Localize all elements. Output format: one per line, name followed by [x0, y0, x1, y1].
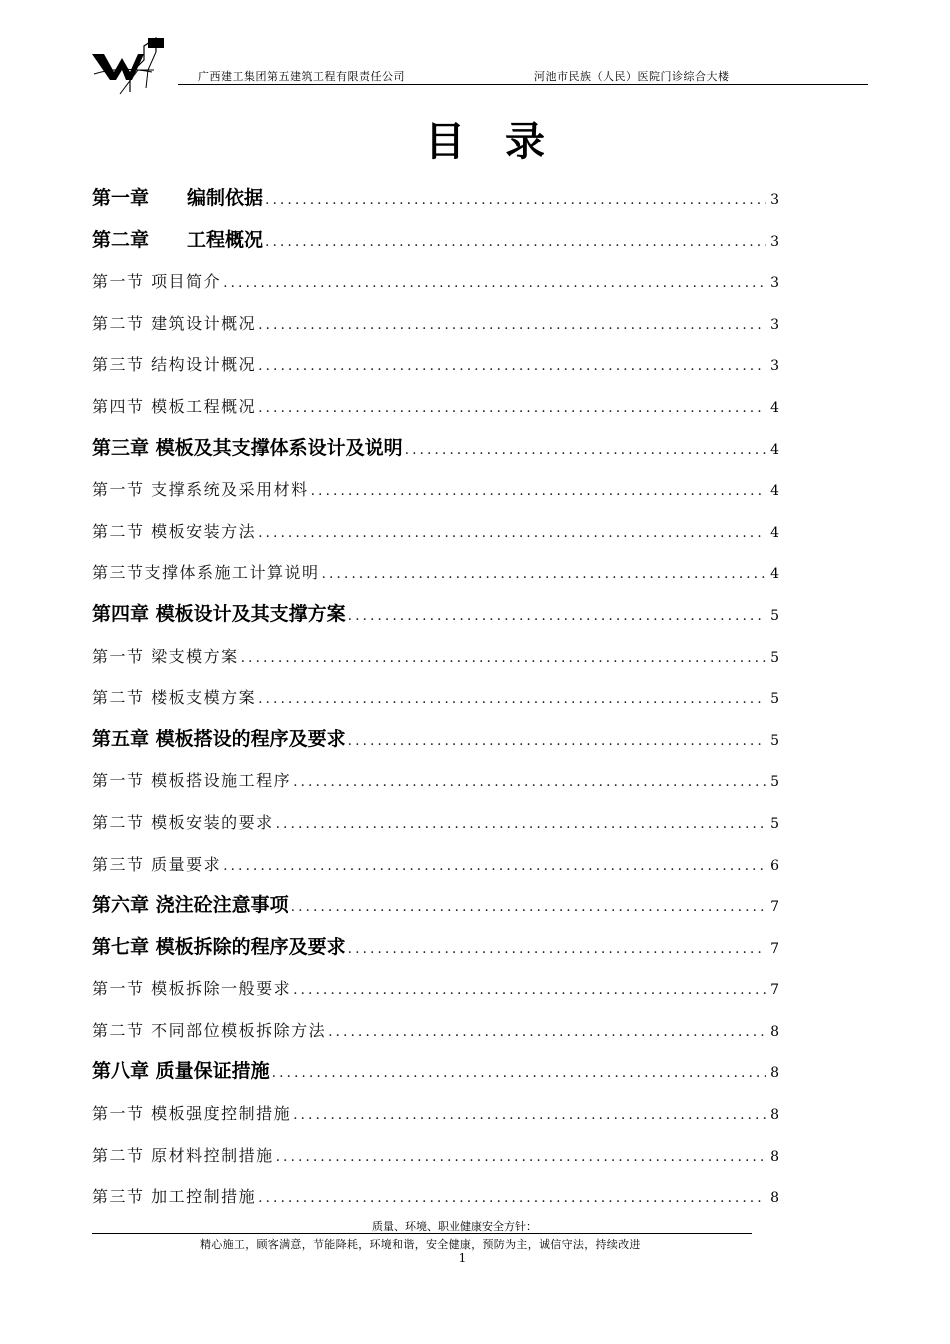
toc-leader-dots: [258, 305, 766, 345]
toc-entry-page: 5: [770, 732, 779, 749]
toc-entry-page: 4: [770, 524, 779, 541]
toc-entry-chapter[interactable]: [92, 719, 779, 761]
toc-entry-label: 第三节 加工控制措施: [92, 1187, 257, 1207]
toc-entry-page: 5: [770, 815, 779, 832]
toc-entry-page: 3: [770, 233, 779, 250]
toc-entry-section[interactable]: [92, 1135, 779, 1177]
toc-leader-dots: [258, 679, 766, 719]
footer-divider: [92, 1233, 752, 1234]
toc-entry-section[interactable]: [92, 802, 779, 844]
toc-entry-section[interactable]: [92, 760, 779, 802]
header-divider: [178, 84, 868, 85]
toc-leader-dots: [291, 887, 766, 927]
toc-entry-section[interactable]: [92, 386, 779, 428]
header-company-name: 广西建工集团第五建筑工程有限责任公司: [198, 70, 405, 83]
toc-entry-page: 4: [770, 566, 779, 583]
toc-entry-section[interactable]: [92, 968, 779, 1010]
toc-entry-label: 第四章 模板设计及其支撑方案: [92, 602, 346, 625]
toc-entry-page: 7: [770, 899, 779, 916]
toc-leader-dots: [258, 513, 766, 553]
toc-entry-page: 3: [770, 358, 779, 375]
toc-entry-page: 8: [770, 1190, 779, 1207]
toc-entry-label: 第七章 模板拆除的程序及要求: [92, 935, 346, 958]
footer-policy-title: 质量、环境、职业健康安全方针：: [372, 1220, 537, 1233]
toc-entry-label: 第八章 质量保证措施: [92, 1060, 270, 1083]
toc-leader-dots: [348, 721, 766, 761]
toc-entry-section[interactable]: [92, 261, 779, 303]
footer-policy-text: 精心施工，顾客满意，节能降耗，环境和谐，安全健康，预防为主，诚信守法，持续改进: [200, 1238, 641, 1251]
toc-entry-label: 第三章 模板及其支撑体系设计及说明: [92, 436, 403, 459]
toc-entry-label: 第三节 质量要求: [92, 854, 222, 874]
toc-entry-section[interactable]: [92, 677, 779, 719]
toc-entry-page: 3: [770, 316, 779, 333]
toc-entry-page: 6: [770, 857, 779, 874]
toc-entry-page: 5: [770, 774, 779, 791]
toc-leader-dots: [223, 846, 766, 886]
toc-entry-page: 8: [770, 1023, 779, 1040]
toc-entry-label: 第二节 模板安装方法: [92, 521, 257, 541]
toc-entry-label: 第二节 建筑设计概况: [92, 313, 257, 333]
toc-entry-section[interactable]: [92, 1010, 779, 1052]
toc-leader-dots: [311, 471, 766, 511]
table-of-contents: [92, 178, 779, 1218]
toc-entry-section[interactable]: [92, 344, 779, 386]
toc-leader-dots: [258, 346, 766, 386]
toc-entry-page: 8: [770, 1107, 779, 1124]
toc-entry-page: 8: [770, 1148, 779, 1165]
toc-entry-section[interactable]: [92, 1176, 779, 1218]
toc-entry-section[interactable]: [92, 844, 779, 886]
toc-entry-label: 第二章 工程概况: [92, 228, 264, 251]
toc-entry-section[interactable]: [92, 511, 779, 553]
toc-entry-chapter[interactable]: [92, 927, 779, 969]
header-project-name: 河池市民族（人民）医院门诊综合大楼: [534, 70, 730, 83]
toc-entry-label: 第一章 编制依据: [92, 187, 264, 209]
page-title: 目录: [425, 119, 585, 165]
toc-entry-chapter[interactable]: [92, 178, 779, 220]
toc-entry-page: 3: [770, 192, 779, 208]
toc-entry-page: 4: [770, 483, 779, 500]
toc-leader-dots: [328, 1012, 766, 1052]
toc-leader-dots: [241, 638, 766, 678]
toc-leader-dots: [348, 596, 766, 636]
company-logo-icon: [90, 30, 176, 96]
toc-entry-label: 第二节 模板安装的要求: [92, 812, 274, 832]
toc-entry-section[interactable]: [92, 552, 779, 594]
toc-entry-chapter[interactable]: [92, 594, 779, 636]
toc-entry-chapter[interactable]: [92, 220, 779, 262]
toc-entry-label: 第一节 模板拆除一般要求: [92, 979, 292, 999]
toc-entry-page: 4: [770, 399, 779, 416]
toc-entry-label: 第一节 模板搭设施工程序: [92, 771, 292, 791]
toc-entry-section[interactable]: [92, 1093, 779, 1135]
toc-leader-dots: [276, 804, 766, 844]
toc-entry-chapter[interactable]: [92, 885, 779, 927]
toc-entry-label: 第二节 原材料控制措施: [92, 1145, 274, 1165]
toc-entry-label: 第五章 模板搭设的程序及要求: [92, 727, 346, 750]
toc-entry-page: 8: [770, 1065, 779, 1082]
toc-entry-section[interactable]: [92, 469, 779, 511]
toc-leader-dots: [293, 762, 766, 802]
toc-entry-label: 第三节 结构设计概况: [92, 355, 257, 375]
toc-entry-label: 第二节 楼板支模方案: [92, 688, 257, 708]
toc-entry-page: 7: [770, 982, 779, 999]
toc-leader-dots: [293, 1095, 766, 1135]
toc-entry-label: 第一节 支撑系统及采用材料: [92, 480, 309, 500]
toc-entry-page: 7: [770, 940, 779, 957]
toc-entry-page: 3: [770, 275, 779, 292]
toc-entry-page: 5: [770, 649, 779, 666]
toc-entry-section[interactable]: [92, 636, 779, 678]
toc-leader-dots: [276, 1137, 766, 1177]
toc-entry-chapter[interactable]: [92, 1051, 779, 1093]
toc-leader-dots: [258, 388, 766, 428]
toc-entry-label: 第二节 不同部位模板拆除方法: [92, 1020, 327, 1040]
toc-entry-label: 第一节 梁支模方案: [92, 646, 239, 666]
toc-entry-page: 5: [770, 691, 779, 708]
toc-entry-section[interactable]: [92, 303, 779, 345]
toc-leader-dots: [258, 1178, 766, 1218]
toc-leader-dots: [265, 180, 766, 220]
page-number: 1: [458, 1251, 467, 1265]
toc-leader-dots: [223, 263, 766, 303]
toc-entry-page: 4: [770, 441, 779, 458]
toc-leader-dots: [322, 554, 767, 594]
toc-leader-dots: [405, 430, 766, 470]
toc-leader-dots: [272, 1053, 766, 1093]
toc-leader-dots: [265, 222, 766, 262]
toc-entry-label: 第六章 浇注砼注意事项: [92, 894, 289, 917]
toc-leader-dots: [348, 929, 766, 969]
toc-entry-label: 第三节支撑体系施工计算说明: [92, 563, 320, 583]
toc-entry-label: 第一节 模板强度控制措施: [92, 1104, 292, 1124]
toc-entry-label: 第一节 项目简介: [92, 272, 222, 292]
toc-entry-label: 第四节 模板工程概况: [92, 396, 257, 416]
toc-leader-dots: [293, 970, 766, 1010]
toc-entry-chapter[interactable]: [92, 428, 779, 470]
toc-entry-page: 5: [770, 607, 779, 624]
